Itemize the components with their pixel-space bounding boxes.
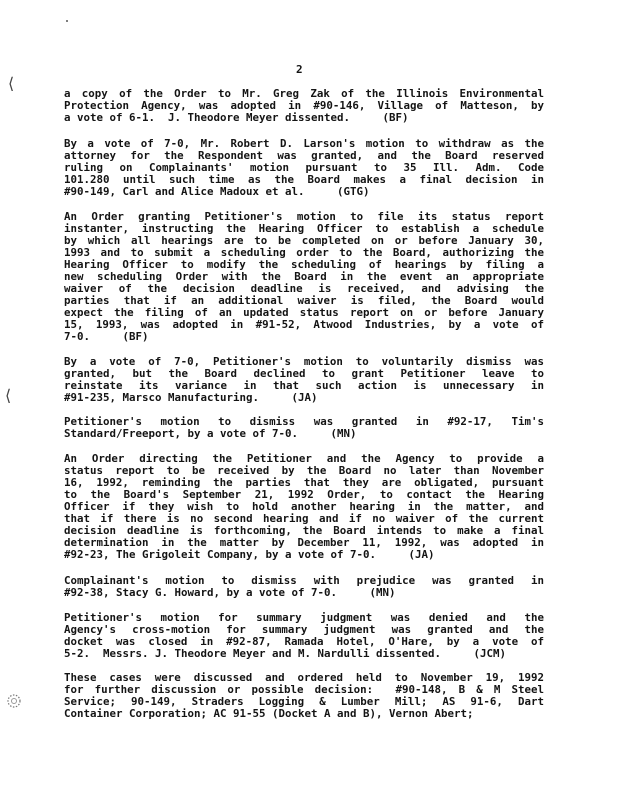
text-line: Petitioner's motion for summary judgment was denied and the: [64, 611, 544, 624]
text-line: that if there is no second hearing and if no waiver of the current: [64, 512, 544, 525]
paragraph-ramada-hotel: [64, 612, 544, 660]
text-line: An Order directing the Petitioner and the Agency to provide a: [64, 452, 544, 465]
scan-speck: [66, 20, 68, 22]
text-line: Agency's cross-motion for summary judgment was granted and the: [64, 623, 544, 636]
text-line: new scheduling Order with the Board in the event an appropriate: [64, 270, 544, 283]
text-line: a vote of 6-1. J. Theodore Meyer dissented. (BF): [64, 111, 409, 124]
text-line: parties that if an additional waiver is filed, the Board would: [64, 294, 544, 307]
text-line: instanter, instructing the Hearing Officer to establish a schedule: [64, 222, 544, 235]
paragraph-marsco-manufacturing: [64, 356, 544, 404]
text-line: An Order granting Petitioner's motion to file its status report: [64, 210, 544, 223]
text-line: Hearing Officer to modify the scheduling of hearings by filing a: [64, 258, 544, 271]
text-line: By a vote of 7-0, Petitioner's motion to voluntarily dismiss was: [64, 355, 544, 368]
text-line: expect the filing of an updated status report on or before January: [64, 306, 544, 319]
text-line: for further discussion or possible decision: #90-148, B & M Steel: [64, 683, 544, 696]
text-line: 1993 and to submit a scheduling order to the Board, authorizing the: [64, 246, 544, 259]
text-line: 7-0. (BF): [64, 330, 149, 343]
text-line: to the Board's September 21, 1992 Order, to contact the Hearing: [64, 488, 544, 501]
text-line: 15, 1993, was adopted in #91-52, Atwood Industries, by a vote of: [64, 318, 544, 331]
text-line: Standard/Freeport, by a vote of 7-0. (MN): [64, 427, 357, 440]
text-line: reinstate its variance in that such action is unnecessary in: [64, 379, 544, 392]
text-line: Protection Agency, was adopted in #90-146, Village of Matteson, by: [64, 99, 544, 112]
paragraph-atwood-industries: [64, 211, 544, 343]
page-number: 2: [296, 63, 303, 76]
binder-hole-mark: [6, 692, 22, 710]
text-line: #91-235, Marsco Manufacturing. (JA): [64, 391, 318, 404]
text-line: These cases were discussed and ordered held to November 19, 1992: [64, 671, 544, 684]
text-line: #92-23, The Grigoleit Company, by a vote of 7-0. (JA): [64, 548, 435, 561]
text-line: Petitioner's motion to dismiss was granted in #92-17, Tim's: [64, 415, 544, 428]
text-line: Container Corporation; AC 91-55 (Docket A and B), Vernon Abert;: [64, 707, 474, 720]
margin-scan-mark: ⟨: [8, 74, 15, 93]
text-line: granted, but the Board declined to grant Petitioner leave to: [64, 367, 544, 380]
text-line: attorney for the Respondent was granted, and the Board reserved: [64, 149, 544, 162]
text-line: docket was closed in #92-87, Ramada Hotel, O'Hare, by a vote of: [64, 635, 544, 648]
text-line: a copy of the Order to Mr. Greg Zak of the Illinois Environmental: [64, 87, 544, 100]
text-line: determination in the matter by December 11, 1992, was adopted in: [64, 536, 544, 549]
text-line: Service; 90-149, Straders Logging & Lumber Mill; AS 91-6, Dart: [64, 695, 544, 708]
text-line: By a vote of 7-0, Mr. Robert D. Larson's motion to withdraw as the: [64, 137, 544, 150]
text-line: by which all hearings are to be completed on or before January 30,: [64, 234, 544, 247]
paragraph-grigoleit-company: [64, 453, 544, 561]
text-line: Complainant's motion to dismiss with prejudice was granted in: [64, 574, 544, 587]
text-line: Officer if they wish to hold another hearing in the matter, and: [64, 500, 544, 513]
paragraph-tims-standard: [64, 416, 544, 440]
paragraph-larson-withdraw: [64, 138, 544, 198]
paragraph-order-matteson: [64, 88, 544, 124]
text-line: decision deadline is forthcoming, the Board intends to make a final: [64, 524, 544, 537]
margin-scan-mark-lower: ⟨: [5, 386, 12, 405]
text-line: status report to be received by the Board no later than November: [64, 464, 544, 477]
text-line: #92-38, Stacy G. Howard, by a vote of 7-0. (MN): [64, 586, 396, 599]
text-line: #90-149, Carl and Alice Madoux et al. (GTG): [64, 185, 370, 198]
paragraph-stacy-howard: [64, 575, 544, 599]
text-line: ruling on Complainants' motion pursuant to 35 Ill. Adm. Code: [64, 161, 544, 174]
text-line: 16, 1992, reminding the parties that they are obligated, pursuant: [64, 476, 544, 489]
text-line: waiver of the decision deadline is received, and advising the: [64, 282, 544, 295]
text-line: 5-2. Messrs. J. Theodore Meyer and M. Nardulli dissented. (JCM): [64, 647, 507, 660]
text-line: 101.280 until such time as the Board makes a final decision in: [64, 173, 544, 186]
paragraph-cases-held: [64, 672, 544, 720]
